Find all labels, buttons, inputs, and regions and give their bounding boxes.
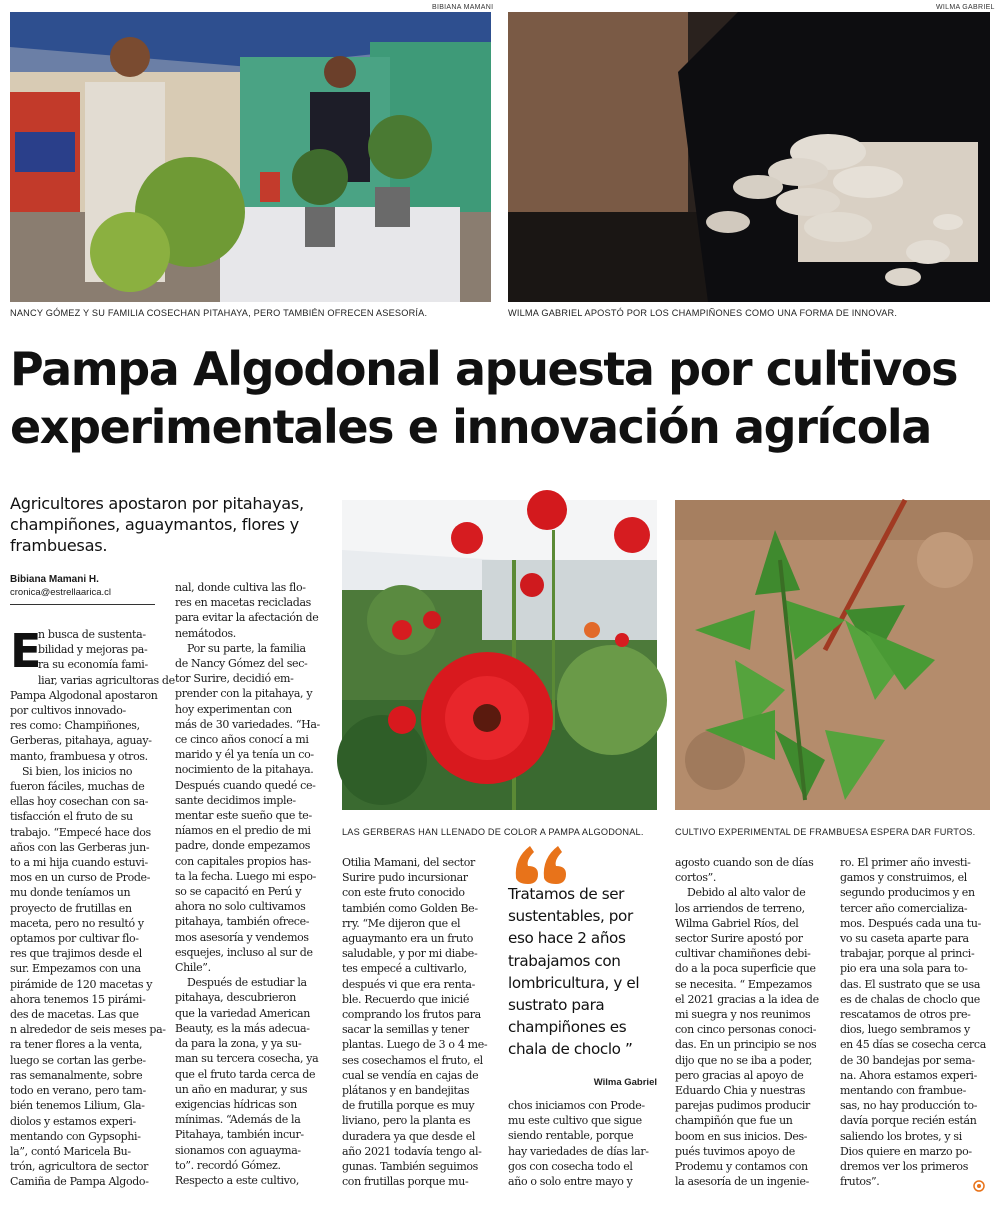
text-line: ahora no solo cultivamos	[175, 900, 306, 914]
text-line: Wilma Gabriel Ríos, del	[675, 916, 799, 930]
text-line: ra tener flores a la venta,	[10, 1038, 143, 1052]
headline	[10, 340, 995, 456]
text-line: mu donde teníamos un	[10, 886, 131, 900]
text-line: con cinco personas conoci-	[675, 1023, 817, 1037]
article-column-5	[675, 855, 825, 1189]
text-line: gos con cosecha todo el	[508, 1159, 633, 1173]
text-line: años con las Gerberas jun-	[10, 840, 150, 854]
text-line: sacar la semillas y tener	[342, 1023, 469, 1037]
text-line: por cultivos innovado-	[10, 704, 126, 718]
text-line: hoy experimentan con	[175, 702, 292, 716]
text-line: que el fruto tarda cerca de	[175, 1067, 316, 1081]
text-line: Si bien, los inicios no	[22, 764, 133, 778]
byline-email[interactable]: cronica@estrellaarica.cl	[10, 587, 111, 598]
text-line: n alrededor de seis meses pa-	[10, 1023, 166, 1037]
text-line: cual se vendía en cajas de	[342, 1068, 479, 1082]
text-line: Eduardo Chia y nuestras	[675, 1084, 806, 1098]
subheadline	[10, 493, 330, 556]
text-line: después vi que era renta-	[342, 977, 475, 991]
text-line: ellas hoy cosechan con sa-	[10, 795, 149, 809]
text-line: de frutilla porque es muy	[342, 1099, 475, 1113]
text-line: es de chalas de choclo que	[840, 992, 980, 1006]
text-line: liar, varias agricultoras de	[38, 673, 175, 687]
text-line: Debido al alto valor de	[687, 886, 806, 900]
text-line: frutos”.	[840, 1175, 880, 1189]
text-line: pitahaya, descubrieron	[175, 991, 296, 1005]
text-line: mos. Después cada una tu-	[840, 916, 981, 930]
text-line: año 2021 todavía tengo al-	[342, 1144, 482, 1158]
text-line: bién tenemos Lilium, Gla-	[10, 1099, 145, 1113]
text-line: saludable, y por mi diabe-	[342, 947, 478, 961]
text-line: maceta, pero no resultó y	[10, 916, 144, 930]
text-line: Beauty, es la más adecua-	[175, 1021, 310, 1035]
text-line: comprando los frutos para	[342, 1008, 481, 1022]
text-line: la asesoría de un ingenie-	[675, 1175, 809, 1189]
text-line: Pampa Algodonal apostaron	[10, 688, 158, 702]
text-line: hay variedades de días lar-	[508, 1144, 649, 1158]
text-line: sas, no hay producción to-	[840, 1099, 978, 1113]
text-line: más de 30 variedades. “Ha-	[175, 717, 320, 731]
pull-quote-line: lombricultura, y el	[508, 973, 640, 992]
text-line: mu este cultivo que sigue	[508, 1114, 642, 1128]
subhead-line-1: Agricultores apostaron por pitahayas,	[10, 494, 304, 513]
photo-credit-top-right: WILMA GABRIEL	[936, 4, 995, 11]
text-line: tes empecé a cultivarlo,	[342, 962, 467, 976]
text-line: todo en verano, pero tam-	[10, 1084, 146, 1098]
text-line: sur. Empezamos con una	[10, 962, 141, 976]
text-line: agosto cuando son de días	[675, 856, 814, 869]
text-line: das. En un principio se nos	[675, 1038, 817, 1052]
photo-credit-top-left: BIBIANA MAMANI	[432, 4, 494, 11]
text-line: to a mi hija cuando estuvi-	[10, 856, 148, 870]
text-line: boom en sus inicios. Des-	[675, 1129, 808, 1143]
text-line: tisfacción el fruto de su	[10, 810, 133, 824]
text-line: mos en un curso de Prode-	[10, 871, 151, 885]
pull-quote-line: trabajamos con	[508, 951, 621, 970]
pull-quote-line: Tratamos de ser	[508, 885, 624, 903]
text-line: Después cuando quedé ce-	[175, 778, 316, 792]
caption-top-left: NANCY GÓMEZ Y SU FAMILIA COSECHAN PITAHAYA, PERO TAMBIÉN OFRECEN ASESORÍA.	[10, 308, 428, 318]
headline-line-1: Pampa Algodonal apuesta por cultivos	[10, 342, 958, 396]
text-line: los arriendos de terreno,	[675, 901, 805, 915]
text-line: pués tuvimos apoyo de	[675, 1144, 795, 1158]
text-line: mos asesoría y vendemos	[175, 930, 309, 944]
text-line: da para la zona, y ya su-	[175, 1037, 302, 1051]
byline-author: Bibiana Mamani H.	[10, 574, 99, 585]
text-line: con capitales propios has-	[175, 854, 311, 868]
caption-top-right: WILMA GABRIEL APOSTÓ POR LOS CHAMPIÑONES COMO UNA FORMA DE INNOVAR.	[508, 308, 898, 318]
text-line: n busca de sustenta-	[38, 628, 146, 641]
article-column-2	[175, 580, 327, 1188]
subhead-line-2: champiñones, aguaymantos, flores y	[10, 515, 299, 534]
text-line: saliendo los brotes, y si	[840, 1129, 962, 1143]
text-line: pirámide de 120 macetas y	[10, 977, 153, 991]
text-line: nocimiento de la pitahaya.	[175, 763, 314, 777]
text-line: año o solo entre mayo y	[508, 1175, 633, 1189]
text-line: parejas pudimos producir	[675, 1099, 810, 1113]
pull-quote-line: sustrato para	[508, 996, 605, 1015]
text-line: tercer año comercializa-	[840, 901, 968, 915]
text-line: so se capacitó en Perú y	[175, 885, 302, 899]
text-line: manto, frambuesa y otros.	[10, 749, 148, 763]
text-line: Prodemu y contamos con	[675, 1160, 808, 1174]
text-line: ro. El primer año investi-	[840, 856, 971, 869]
text-line: trabajo. “Empecé hace dos	[10, 825, 151, 839]
article-column-6	[840, 855, 990, 1189]
text-line: chos iniciamos con Prode-	[508, 1099, 645, 1112]
text-line: Después de estudiar la	[187, 976, 307, 990]
article-column-4	[508, 1098, 660, 1189]
pull-quote-line: sustentables, por	[508, 907, 633, 926]
pull-quote	[508, 883, 663, 1061]
text-line: sante decidimos imple-	[175, 793, 296, 807]
text-line: ses cosechamos el fruto, el	[342, 1053, 483, 1067]
drop-cap: E	[10, 624, 42, 678]
text-line: la”, contó Maricela Bu-	[10, 1144, 131, 1158]
text-line: mi suegra y nos reunimos	[675, 1008, 811, 1022]
text-line: davía porque recién están	[840, 1114, 977, 1128]
text-line: mentando con Gypsophi-	[10, 1129, 141, 1143]
text-line: rescatamos de otros pre-	[840, 1008, 971, 1022]
text-line: man su tercera cosecha, ya	[175, 1052, 319, 1066]
text-line: Chile”.	[175, 961, 211, 975]
text-line: luego se cortan las gerbe-	[10, 1053, 146, 1067]
text-line: do a la poca superficie que	[675, 962, 816, 976]
text-line: de Nancy Gómez del sec-	[175, 657, 308, 671]
text-line: na. Ahora estamos experi-	[840, 1068, 977, 1082]
pull-quote-author: Wilma Gabriel	[593, 1077, 657, 1088]
article-end-icon	[973, 1177, 985, 1189]
text-line: Camiña de Pampa Algodo-	[10, 1175, 149, 1189]
text-line: marido y él ya tenía un co-	[175, 748, 314, 762]
text-line: gunas. También seguimos	[342, 1160, 478, 1174]
article-column-1	[10, 624, 175, 1190]
text-line: dios, luego sembramos y	[840, 1023, 970, 1037]
text-line: to”. recordó Gómez.	[175, 1158, 281, 1172]
text-line: res en macetas recicladas	[175, 596, 311, 610]
text-line: el 2021 gracias a la idea de	[675, 992, 819, 1006]
text-line: Respecto a este cultivo,	[175, 1173, 299, 1187]
text-line: Dios quiere en marzo po-	[840, 1144, 972, 1158]
text-line: pitahaya, también ofrece-	[175, 915, 310, 929]
text-line: Surire pudo incursionar	[342, 871, 468, 885]
text-line: padre, donde empezamos	[175, 839, 311, 853]
text-line: también como Golden Be-	[342, 901, 478, 915]
text-line: plantas. Luego de 3 o 4 me-	[342, 1038, 488, 1052]
quote-mark-icon	[512, 838, 572, 888]
text-line: trón, agricultora de sector	[10, 1160, 149, 1174]
pull-quote-line: eso hace 2 años	[508, 929, 626, 948]
text-line: con este fruto conocido	[342, 886, 465, 900]
headline-line-2: experimentales e innovación agrícola	[10, 400, 931, 454]
text-line: plátanos y en bandejitas	[342, 1084, 470, 1098]
text-line: champiñón que fue un	[675, 1114, 793, 1128]
text-line: sector Surire apostó por	[675, 932, 803, 946]
text-line: tor Surire, decidió em-	[175, 672, 294, 686]
text-line: duradera ya que desde el	[342, 1129, 476, 1143]
text-line: pero gracias al apoyo de	[675, 1068, 804, 1082]
text-line: prender con la pitahaya, y	[175, 687, 313, 701]
text-line: mentar este sueño que te-	[175, 809, 312, 823]
text-line: Por su parte, la familia	[187, 641, 306, 655]
text-line: nal, donde cultiva las flo-	[175, 581, 306, 594]
text-line: en 45 días se cosecha cerca	[840, 1038, 986, 1052]
text-line: que la variedad American	[175, 1006, 310, 1020]
text-line: dijo que no se iba a poder,	[675, 1053, 813, 1067]
text-line: dremos ver los primeros	[840, 1160, 969, 1174]
text-line: se necesita. “ Empezamos	[675, 977, 812, 991]
text-line: sionamos con aguayma-	[175, 1143, 301, 1157]
text-line: proyecto de frutillas en	[10, 901, 132, 915]
text-line: segundo producimos y en	[840, 886, 975, 900]
text-line: ta la fecha. Luego mi espo-	[175, 869, 317, 883]
subhead-line-3: frambuesas.	[10, 536, 108, 555]
caption-middle: LAS GERBERAS HAN LLENADO DE COLOR A PAMPA ALGODONAL.	[342, 827, 644, 837]
text-line: exigencias hídricas son	[175, 1097, 297, 1111]
pull-quote-line: chala de choclo ”	[508, 1040, 633, 1059]
text-line: Otilia Mamani, del sector	[342, 856, 475, 869]
text-line: ra su economía fami-	[38, 658, 148, 672]
text-line: con frutillas porque mu-	[342, 1175, 469, 1189]
text-line: níamos en el predio de mi	[175, 824, 311, 838]
text-line: rry. “Me dijeron que el	[342, 916, 461, 930]
text-line: aguaymanto era un fruto	[342, 932, 473, 946]
text-line: de 30 bandejas por sema-	[840, 1053, 975, 1067]
article-column-3	[342, 855, 494, 1189]
caption-right: CULTIVO EXPERIMENTAL DE FRAMBUESA ESPERA DAR FURTOS.	[675, 827, 976, 837]
pull-quote-line: champiñones es	[508, 1018, 627, 1037]
text-line: ras semanalmente, sobre	[10, 1068, 143, 1082]
text-line: mínimas. “Además de la	[175, 1113, 301, 1127]
text-line: esquejes, incluso al sur de	[175, 945, 313, 959]
text-line: Pitahaya, también incur-	[175, 1128, 304, 1142]
text-line: Gerberas, pitahaya, aguay-	[10, 734, 152, 748]
text-line: vo su caseta aparte para	[840, 932, 969, 946]
byline	[10, 573, 155, 605]
text-line: ble. Recuerdo que inicié	[342, 992, 470, 1006]
text-line: pio era una sola para to-	[840, 962, 968, 976]
text-line: optamos por cultivar flo-	[10, 932, 139, 946]
text-line: mentando con frambue-	[840, 1084, 966, 1098]
text-line: nemátodos.	[175, 626, 236, 640]
text-line: res como: Champiñones,	[10, 719, 140, 733]
text-line: res que trajimos desde el	[10, 947, 142, 961]
text-line: bilidad y mejoras pa-	[38, 643, 148, 657]
text-line: un año en madurar, y sus	[175, 1082, 308, 1096]
text-line: siendo rentable, porque	[508, 1129, 634, 1143]
text-line: cortos”.	[675, 871, 717, 885]
text-line: ce cinco años conocí a mi	[175, 733, 309, 747]
text-line: des de macetas. Las que	[10, 1008, 139, 1022]
text-line: para evitar la afectación de	[175, 611, 319, 625]
text-line: liviano, pero la planta es	[342, 1114, 471, 1128]
text-line: das. El sustrato que se usa	[840, 977, 981, 991]
text-line: trabajar, porque al princi-	[840, 947, 975, 961]
text-line: cultivar chamiñones debi-	[675, 947, 811, 961]
photo-pitahaya-stall	[10, 12, 491, 302]
photo-raspberry	[675, 500, 990, 810]
photo-mushrooms	[508, 12, 990, 302]
text-line: ahora tenemos 15 pirámi-	[10, 992, 146, 1006]
text-line: gamos y construimos, el	[840, 871, 967, 885]
text-line: diolos y estamos experi-	[10, 1114, 136, 1128]
photo-gerberas	[342, 500, 657, 810]
text-line: fueron fáciles, muchas de	[10, 780, 145, 794]
